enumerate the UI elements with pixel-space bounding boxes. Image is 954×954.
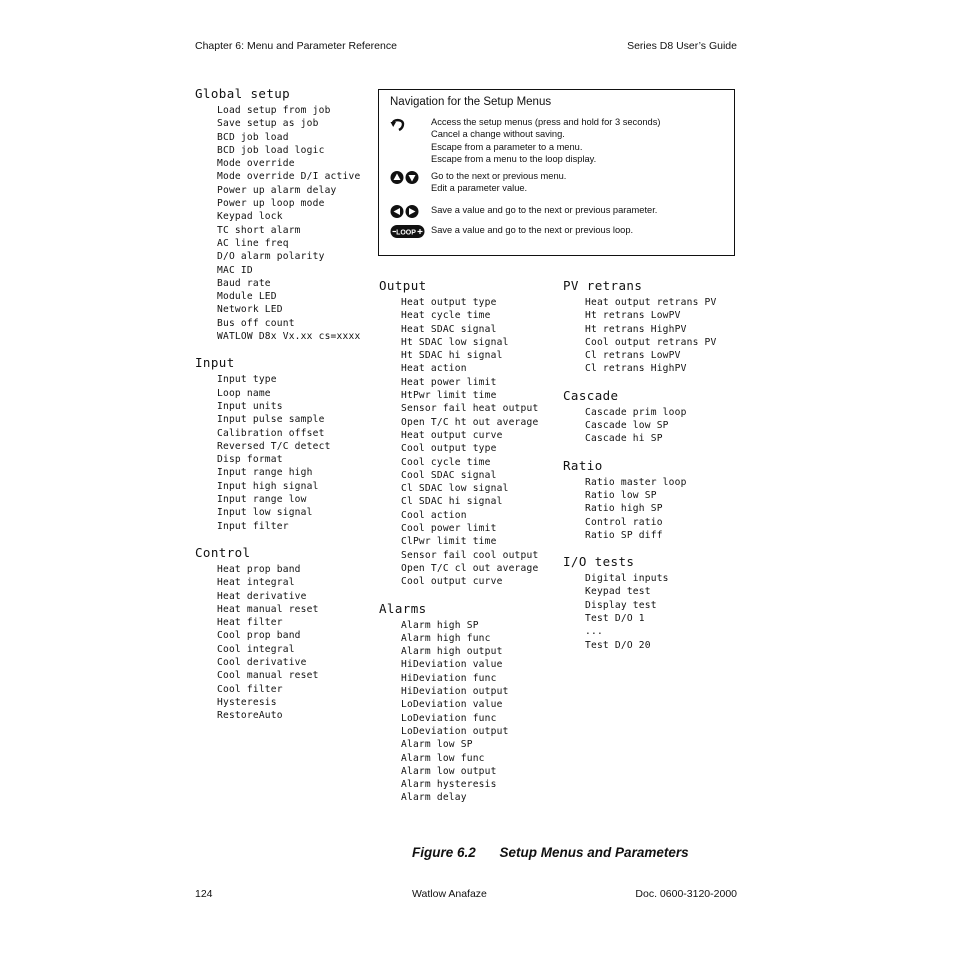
menu-global-setup [195,86,360,343]
parameter-item: Keypad test [585,586,651,598]
parameter-item: ... [585,626,603,638]
parameter-list [585,476,716,542]
parameter-item: Cool filter [217,683,283,695]
parameter-item: Loop name [217,387,271,399]
parameter-item: Heat prop band [217,563,301,575]
parameter-item: Cascade hi SP [585,433,663,445]
parameter-item: Test D/O 1 [585,613,645,625]
parameter-item: Power up alarm delay [217,184,337,196]
navigation-line: Cancel a change without saving. [431,129,565,140]
parameter-item: Cl SDAC low signal [401,483,509,495]
parameter-item: Alarm low SP [401,739,473,751]
parameter-item: Display test [585,599,657,611]
parameter-item: Input range high [217,467,313,479]
parameter-item: Ratio master loop [585,476,687,488]
parameter-item: Control ratio [585,516,663,528]
parameter-item: Ratio high SP [585,503,663,515]
footer-company: Watlow Anafaze [412,888,487,900]
parameter-item: Cool prop band [217,630,301,642]
parameter-item: Ht SDAC low signal [401,336,509,348]
navigation-line: Save a value and go to the next or previous parameter. [431,205,658,215]
parameter-list [401,296,538,589]
parameter-list [585,572,716,652]
parameter-item: Input type [217,374,277,386]
parameter-item: Alarm low output [401,765,497,777]
figure-title: Setup Menus and Parameters [499,845,689,860]
navigation-row-text [431,224,633,236]
parameter-item: Ratio SP diff [585,529,663,541]
navigation-row-text [431,204,657,216]
parameter-item: BCD job load logic [217,144,325,156]
parameter-item: Heat action [401,363,467,375]
navigation-row-text [431,116,660,166]
loop-key-icon [390,224,426,244]
parameter-item: Alarm high output [401,646,503,658]
parameter-item: Ht retrans HighPV [585,323,687,335]
parameter-item: Cool manual reset [217,670,319,682]
parameter-item: HiDeviation output [401,686,509,698]
page-number: 124 [195,888,213,900]
parameter-item: HiDeviation func [401,672,497,684]
menu-title: I/O tests [563,554,635,570]
parameter-list [217,563,360,723]
parameter-item: Keypad lock [217,211,283,223]
navigation-line: Access the setup menus (press and hold for 3 seconds) [431,117,661,127]
menu-title: Cascade [563,387,619,403]
menu-column-left [195,86,360,722]
parameter-item: Save setup as job [217,118,319,130]
parameter-item: Cool SDAC signal [401,469,497,481]
parameter-item: AC line freq [217,237,289,249]
parameter-item: D/O alarm polarity [217,251,325,263]
parameter-item: Sensor fail cool output [401,549,539,561]
navigation-title: Navigation for the Setup Menus [390,96,552,108]
parameter-item: Input low signal [217,507,313,519]
parameter-item: Alarm high func [401,632,491,644]
running-header-guide: Series D8 User’s Guide [627,40,737,52]
navigation-line: Escape from a menu to the loop display. [431,154,597,165]
parameter-list [217,373,360,533]
menu-pv-retrans [563,278,716,376]
running-header-chapter: Chapter 6: Menu and Parameter Reference [195,40,397,52]
parameter-item: Mode override [217,158,295,170]
back-arrow-icon [390,117,406,138]
menu-title: Input [195,355,235,371]
parameter-item: Alarm delay [401,792,467,804]
parameter-item: Ht SDAC hi signal [401,350,503,362]
parameter-item: Cool action [401,509,467,521]
parameter-item: Cool power limit [401,523,497,535]
parameter-item: Cool output retrans PV [585,336,717,348]
parameter-item: Module LED [217,291,277,303]
menu-column-middle [379,278,538,805]
parameter-item: WATLOW D8x Vx.xx cs=xxxx [217,331,361,343]
figure-number: Figure 6.2 [412,845,476,860]
parameter-item: Heat output curve [401,429,503,441]
parameter-item: Ht retrans LowPV [585,310,681,322]
parameter-item: Alarm hysteresis [401,779,497,791]
parameter-item: Alarm low func [401,752,485,764]
parameter-item: Cool output type [401,443,497,455]
parameter-item: Load setup from job [217,105,331,116]
parameter-list [401,619,538,805]
parameter-item: LoDeviation value [401,699,503,711]
parameter-item: Disp format [217,454,283,466]
menu-ratio [563,458,716,542]
parameter-item: Heat output retrans PV [585,297,717,308]
menu-output [379,278,538,589]
parameter-item: LoDeviation output [401,725,509,737]
navigation-row-text [431,170,566,195]
parameter-item: Input pulse sample [217,414,325,426]
parameter-item: MAC ID [217,264,253,276]
parameter-item: Cool integral [217,643,295,655]
parameter-list [585,406,716,446]
menu-alarms [379,601,538,805]
footer-doc-number: Doc. 0600-3120-2000 [635,888,737,900]
parameter-item: Cool derivative [217,656,307,668]
parameter-item: Input high signal [217,480,319,492]
parameter-item: Heat manual reset [217,603,319,615]
parameter-item: ClPwr limit time [401,536,497,548]
parameter-item: Test D/O 20 [585,639,651,651]
menu-column-right [563,278,716,652]
left-right-arrows-icon [390,204,420,224]
parameter-item: Input filter [217,520,289,532]
parameter-item: Cascade prim loop [585,406,687,418]
menu-control [195,545,360,723]
parameter-item: LoDeviation func [401,712,497,724]
parameter-list [585,296,716,376]
parameter-item: Heat cycle time [401,310,491,322]
parameter-item: Network LED [217,304,283,316]
menu-title: Global setup [195,86,291,101]
parameter-list [217,104,360,343]
parameter-item: Alarm high SP [401,619,479,631]
menu-io-tests [563,554,716,652]
navigation-line: Save a value and go to the next or previous loop. [431,225,634,235]
parameter-item: HiDeviation value [401,659,503,671]
parameter-item: Mode override D/I active [217,171,361,183]
parameter-item: Cl retrans HighPV [585,363,687,375]
menu-cascade [563,388,716,446]
parameter-item: Heat derivative [217,590,307,602]
navigation-line: Escape from a parameter to a menu. [431,141,583,152]
parameter-item: Power up loop mode [217,198,325,210]
navigation-line: Edit a parameter value. [431,183,528,194]
up-down-arrows-icon [390,170,420,190]
parameter-item: RestoreAuto [217,710,283,722]
parameter-item: Cl SDAC hi signal [401,496,503,508]
parameter-item: TC short alarm [217,224,301,236]
menu-title: Control [195,544,251,560]
parameter-item: Heat output type [401,297,497,308]
parameter-item: Reversed T/C detect [217,440,331,452]
parameter-item: Digital inputs [585,573,669,585]
parameter-item: HtPwr limit time [401,390,497,402]
parameter-item: Heat SDAC signal [401,323,497,335]
parameter-item: Cascade low SP [585,420,669,432]
parameter-item: Heat power limit [401,376,497,388]
menu-title: Ratio [563,457,603,473]
menu-title: Output [379,278,427,293]
menu-title: Alarms [379,600,427,616]
menu-title: PV retrans [563,278,643,293]
parameter-item: Input range low [217,494,307,506]
parameter-item: Open T/C cl out average [401,562,539,574]
parameter-item: Heat integral [217,577,295,589]
parameter-item: Ratio low SP [585,489,657,501]
parameter-item: Hysteresis [217,696,277,708]
parameter-item: Open T/C ht out average [401,416,539,428]
parameter-item: Baud rate [217,277,271,289]
parameter-item: Heat filter [217,617,283,629]
parameter-item: Bus off count [217,317,295,329]
parameter-item: Input units [217,400,283,412]
loop-key-label: LOOP [396,229,416,237]
parameter-item: Cl retrans LowPV [585,350,681,362]
figure-caption [412,845,689,860]
parameter-item: BCD job load [217,131,289,143]
parameter-item: Cool cycle time [401,456,491,468]
parameter-item: Calibration offset [217,427,325,439]
parameter-item: Cool output curve [401,576,503,588]
menu-input [195,355,360,533]
navigation-line: Go to the next or previous menu. [431,171,567,181]
parameter-item: Sensor fail heat output [401,403,539,415]
navigation-box [378,89,735,256]
